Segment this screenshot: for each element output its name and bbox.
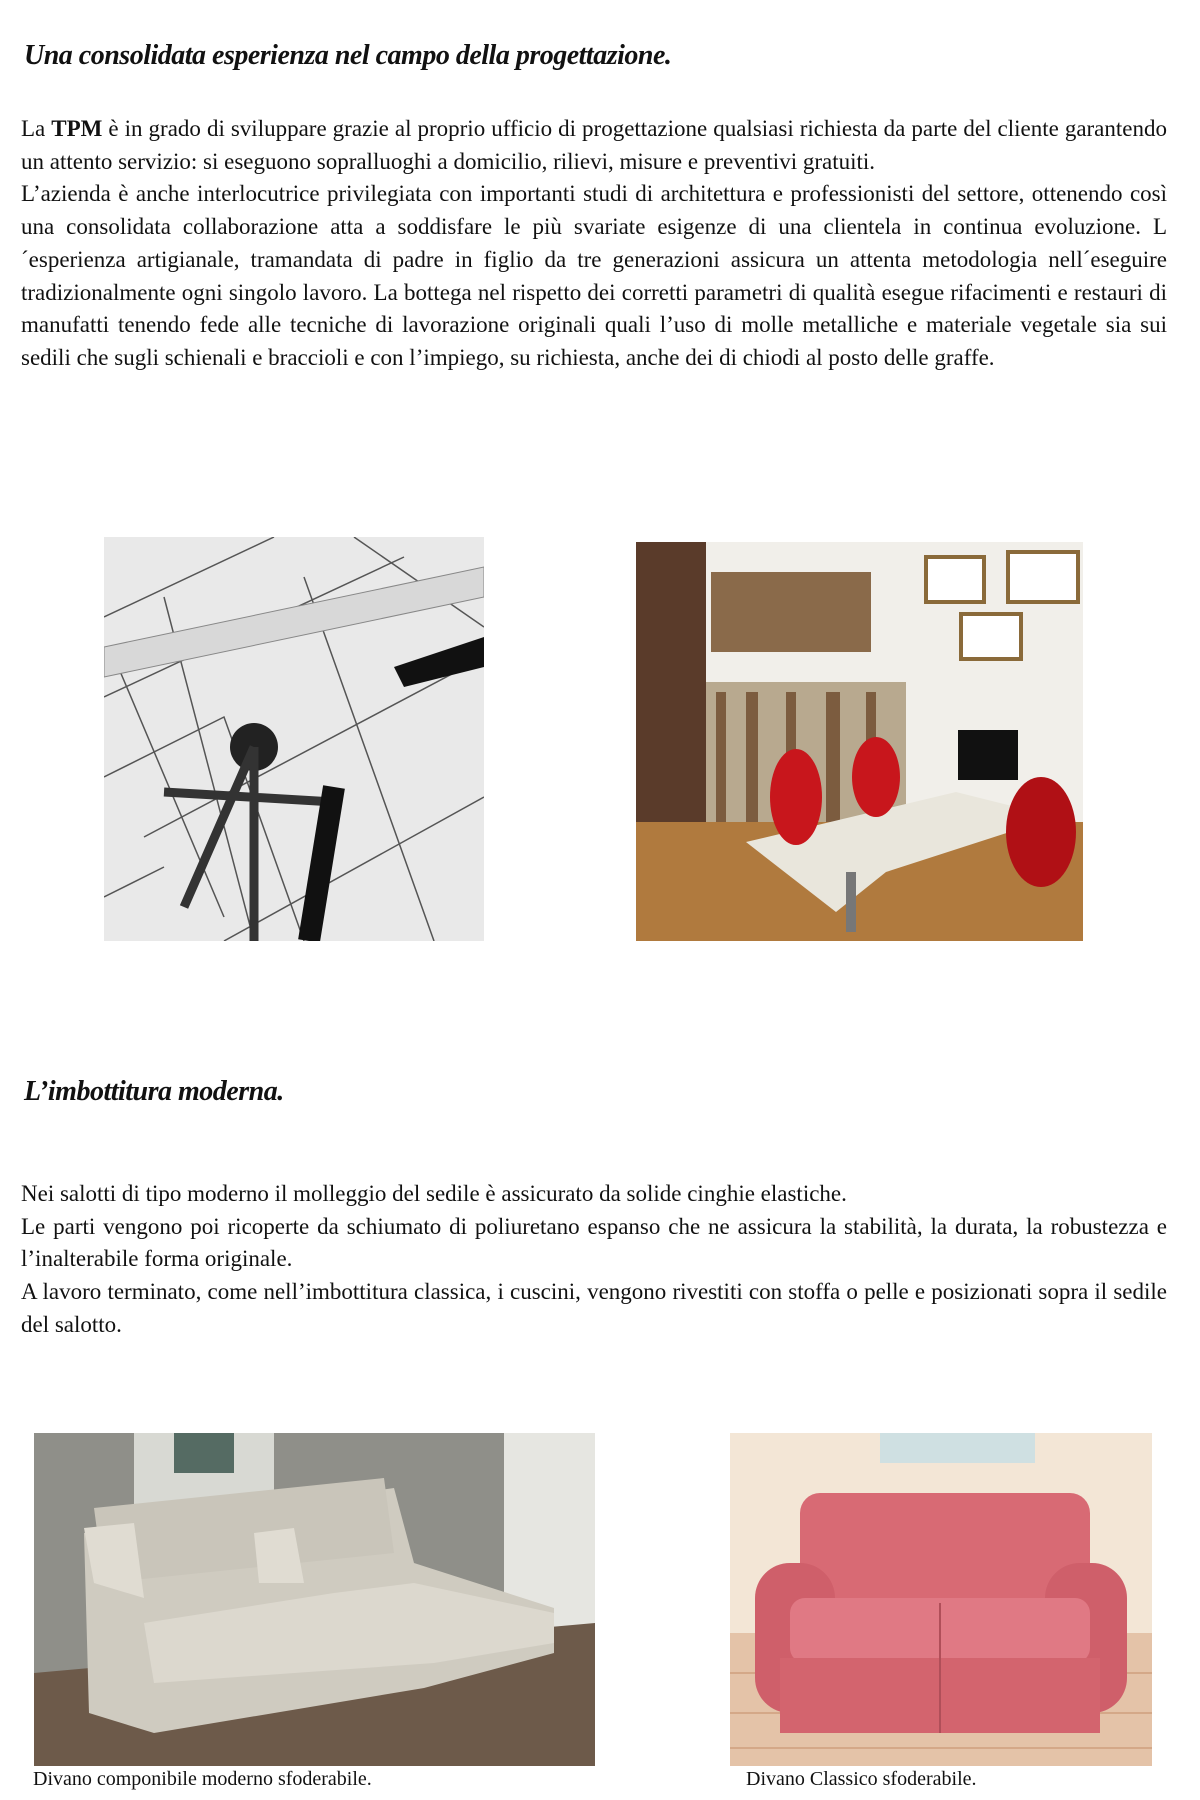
intro-text-2: L’azienda è anche interlocutrice privilegiata con importanti studi di architettura e professionisti del settore, ottenendo così una consolidata collaborazione atta a soddisfare le più svariate esigenze di una clientela in continua evoluzione. L´esperienza artigianale, tramandata di padre in figlio da tre generazioni assicura un attenta metodologia nell´eseguire tradizionalmente ogni singolo lavoro. La bottega nel rispetto dei corretti parametri di qualità esegue rifacimenti e restauri di manufatti tenendo fede alle tecniche di lavorazione originali quali l’uso di molle metalliche e materiale vegetale sia sui sedili che sugli schienali e braccioli e con l’impiego, su richiesta, anche dei di chiodi al posto delle graffe.	[21, 181, 1167, 370]
modern-line-3: A lavoro terminato, come nell’imbottitura classica, i cuscini, vengono rivestiti con stoffa o pelle e posizionati sopra il sedile del salotto.	[21, 1279, 1167, 1337]
company-name: TPM	[51, 116, 103, 141]
intro-rest: è in grado di sviluppare grazie al proprio ufficio di progettazione qualsiasi richiesta da parte del cliente garantendo un attento servizio: si eseguono sopralluoghi a domicilio, rilievi, misure e preventivi gratuiti.	[21, 116, 1167, 174]
blueprint-drafting-tools-image	[104, 537, 484, 941]
section-title-imbottitura: L’imbottitura moderna.	[24, 1076, 284, 1107]
modern-line-2: Le parti vengono poi ricoperte da schiumato di poliuretano espanso che ne assicura la stabilità, la durata, la robustezza e l’inalterabile forma originale.	[21, 1213, 1167, 1272]
classic-sofa-caption: Divano Classico sfoderabile.	[746, 1768, 977, 1790]
section-title-progettazione: Una consolidata esperienza nel campo della progettazione.	[24, 40, 672, 71]
design-office-photo	[636, 542, 1083, 941]
modern-line-1: Nei salotti di tipo moderno il molleggio del sedile è assicurato da solide cinghie elastiche.	[21, 1181, 847, 1206]
classic-sofa-photo	[730, 1433, 1152, 1766]
modern-padding-paragraph	[21, 1178, 1167, 1342]
intro-text-1	[21, 113, 1167, 178]
intro-paragraph	[21, 113, 1167, 375]
intro-prefix: La	[21, 116, 52, 141]
modern-sofa-caption: Divano componibile moderno sfoderabile.	[33, 1768, 372, 1790]
modern-sofa-photo	[34, 1433, 595, 1766]
